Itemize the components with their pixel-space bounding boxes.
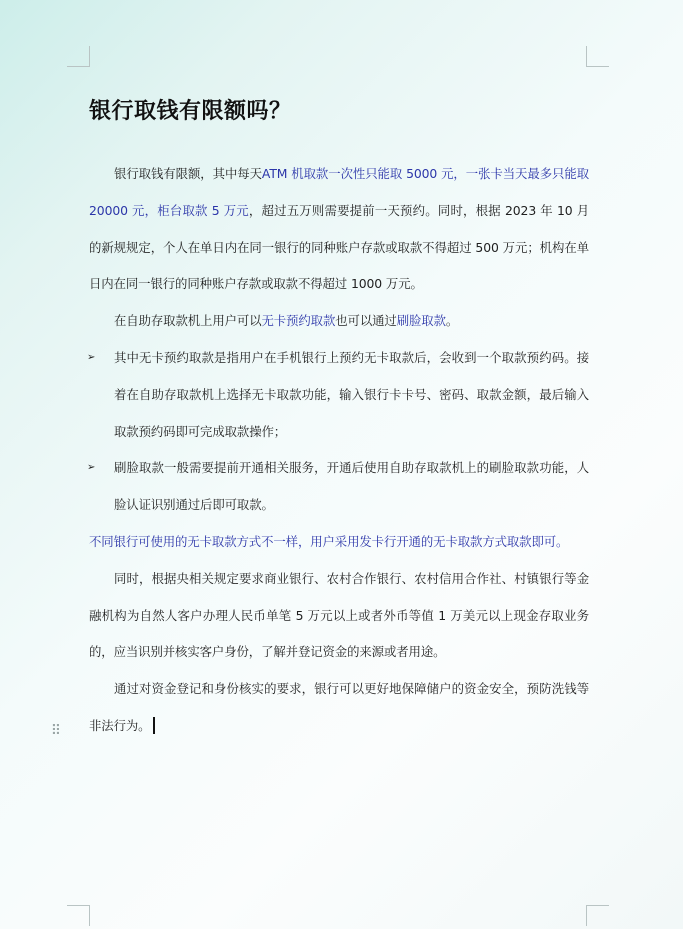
paragraph-2-text-a: 在自助存取款机上用户可以 bbox=[114, 313, 262, 329]
page-corner-mark-bottom-right bbox=[586, 905, 609, 926]
paragraph-1-text-a: 银行取钱有限额，其中每天 bbox=[114, 166, 262, 181]
page-corner-mark-top-right bbox=[586, 46, 609, 67]
drag-handle-icon[interactable]: ⠿ bbox=[50, 723, 62, 739]
paragraph-2-highlight-face: 刷脸取款 bbox=[396, 313, 446, 329]
paragraph-3-highlight[interactable]: 不同银行可使用的无卡取款方式不一样，用户采用发卡行开通的无卡取款方式取款即可。 bbox=[89, 533, 569, 549]
document-body[interactable] bbox=[89, 156, 589, 745]
paragraph-2-text-e: 。 bbox=[445, 313, 459, 329]
paragraph-5-text: 通过对资金登记和身份核实的要求，银行可以更好地保障储户的资金安全，预防洗钱等非法行为。 bbox=[89, 681, 589, 733]
paragraph-2-text-c: 也可以通过 bbox=[335, 313, 397, 329]
text-cursor bbox=[153, 717, 155, 734]
paragraph-1-text-c: ，超过五万则需要提前一天预约。同时，根据 2023 年 10 月的新规规定，个人在单日内在同一银行的同种账户存款或取款不得超过 500 万元；机构在单日内在同一银行的同种账户存款或取款不得超过 1000 万元。 bbox=[89, 202, 589, 292]
bullet-item-text: 刷脸取款一般需要提前开通相关服务，开通后使用自助存取款机上的刷脸取款功能，人脸认证识别通过后即可取款。 bbox=[114, 460, 589, 513]
bullet-arrow-icon: ➢ bbox=[87, 351, 96, 363]
bullet-arrow-icon: ➢ bbox=[87, 462, 96, 474]
paragraph-4[interactable]: 同时，根据央相关规定要求商业银行、农村合作银行、农村信用合作社、村镇银行等金融机构为自然人客户办理人民币单笔 5 万元以上或者外币等值 1 万美元以上现金存取业务的，应当识别并核实客户身份，了解并登记资金的来源或者用途。 bbox=[89, 570, 589, 660]
document-title[interactable]: 银行取钱有限额吗？ bbox=[89, 98, 292, 124]
bullet-item[interactable] bbox=[89, 340, 589, 450]
paragraph-1[interactable] bbox=[89, 156, 589, 303]
page-corner-mark-bottom-left bbox=[67, 905, 90, 926]
paragraph-2-highlight-cardless: 无卡预约取款 bbox=[261, 313, 336, 329]
bullet-item-text: 其中无卡预约取款是指用户在手机银行上预约无卡取款后，会收到一个取款预约码。接着在自助存取款机上选择无卡取款功能，输入银行卡卡号、密码、取款金额，最后输入取款预约码即可完成取款操作； bbox=[114, 349, 589, 439]
paragraph-1-highlight: ATM 机取款一次性只能取 5000 元，一张卡当天最多只能取 20000 元，柜台取款 5 万元 bbox=[89, 166, 589, 218]
paragraph-5[interactable] bbox=[89, 671, 589, 745]
bullet-item[interactable] bbox=[89, 450, 589, 524]
page-corner-mark-top-left bbox=[67, 46, 90, 67]
paragraph-2[interactable] bbox=[89, 303, 589, 340]
